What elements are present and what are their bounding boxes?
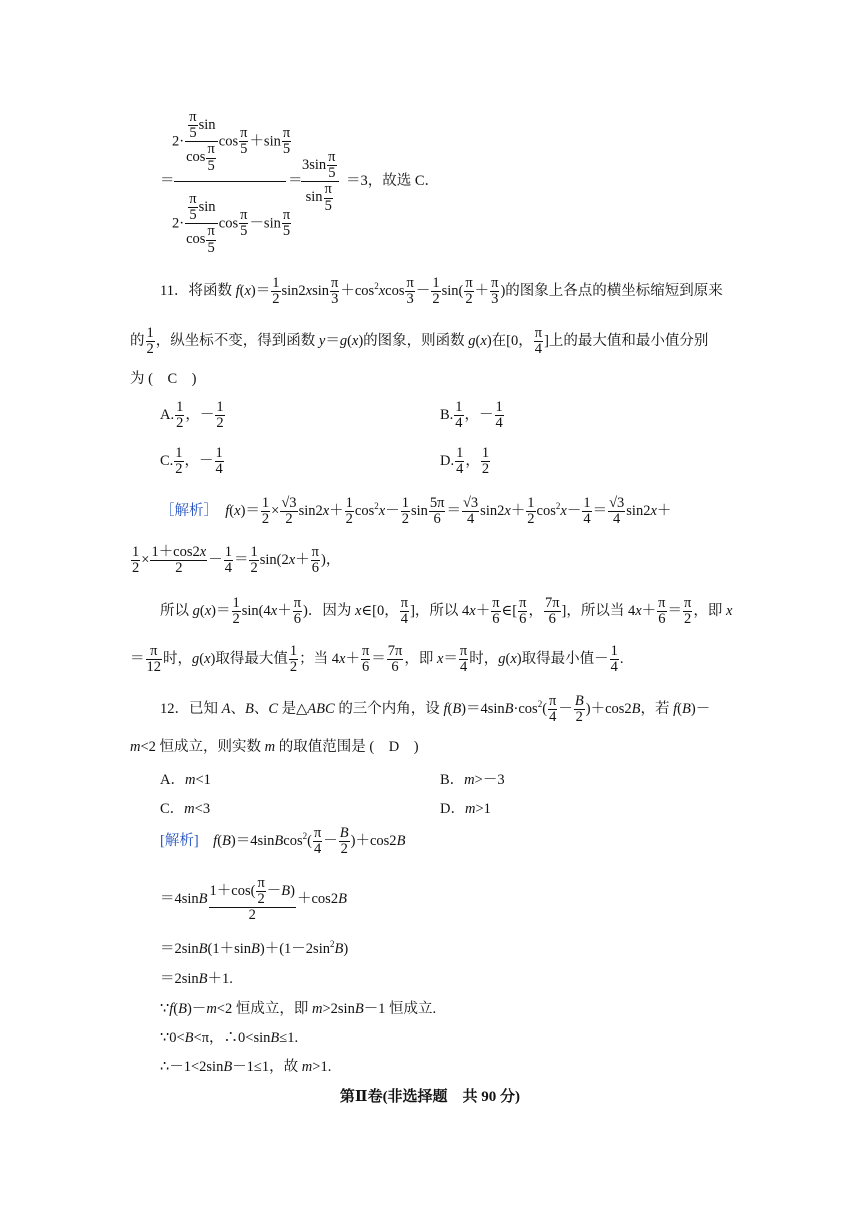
q12-analysis-step6: ∵0<B<π，∴0<sinB≤1.: [160, 1030, 299, 1046]
q11-analysis-label: ［解析］: [160, 503, 211, 520]
top-calc-main-bar: [174, 181, 286, 182]
q12-analysis-step3: $=2\sin B(1+\sin B)+(1-2\sin^2B)$: [160, 939, 349, 957]
q12-analysis-step7: ∴－1<2sinB－1≤1，故 m>1.: [160, 1059, 332, 1075]
q12-option-b: B．m>－3: [440, 772, 505, 788]
q12-option-c: C．m<3: [160, 801, 211, 817]
top-calc-result-fraction: 3sin $\frac{\pi}{5}$ sin $\frac{\pi}{5}$: [300, 150, 340, 214]
q11-analysis-line4: ＝ $\frac{\pi}{12}$ 时，g(x)取得最大值 $\frac{1}{2}$ ；当 4x＋ $\frac{\pi}{6}$ ＝ $\frac{7\pi}{6}$ ，即 x＝ $\frac{\pi}{4}$ 时，g(x)取得最小值－ $\frac{1}{4}$ .: [130, 643, 624, 676]
top-calc-denominator: 2· $\frac{\pi}{5}$ sin cos $\frac{\pi}{5}$ cos $\frac{\pi}{5}$ －sin $\frac{\pi}{5}$: [172, 191, 291, 256]
q12-analysis-step5: ∵f(B)－m<2 恒成立，即 m>2sinB－1 恒成立.: [160, 1001, 437, 1017]
top-calc-equals-2: ＝: [288, 173, 303, 189]
q11-option-b: B. $\frac{1}{4}$ ，－ $\frac{1}{4}$: [440, 399, 503, 432]
q11-analysis-line2: $\frac{1}{2}$ × $\frac{1+\cos 2x}{2}$ － $\frac{1}{4}$ ＝ $\frac{1}{2}$ sin(2x＋ $\frac{\pi}{6}$ )，: [132, 544, 341, 577]
q11-stem-line1: 11．将函数 f(x)＝ $\frac{1}{2}$ sin2xsin $\frac{\pi}{3}$ $+\cos^2xcos$ $\frac{\pi}{3}$ － $\frac{1}{2}$ sin( $\frac{\pi}{2}$ ＋ $\frac{\pi}{3}$ )的图象上各点的横坐标缩短到原来: [160, 275, 723, 308]
top-calc-numerator: 2· $\frac{\pi}{5}$ sin cos $\frac{\pi}{5}$ cos $\frac{\pi}{5}$ ＋sin $\frac{\pi}{5}$: [172, 109, 291, 174]
q11-stem-line3: 为 ( C ): [130, 371, 197, 387]
q12-stem-line1: 12．已知 A、B、C 是△ABC 的三个内角，设 $f(B)=4\sin B\cdot\cos^2$( $\frac{\pi}{4}$ － $\frac{B}{2}$ )＋cos2B，若 f(B)－: [160, 693, 711, 726]
top-calc-conclusion: ＝3，故选 C．: [346, 173, 440, 189]
q11-option-c: C. $\frac{1}{2}$ ，－ $\frac{1}{4}$: [160, 445, 223, 478]
q11-answer: C: [167, 371, 178, 387]
q11-option-a: A. $\frac{1}{2}$ ，－ $\frac{1}{2}$: [160, 399, 224, 432]
q11-analysis-line1: ［解析］ f(x)＝ $\frac{1}{2}$ × $\frac{√3}{2}$ sin2x＋ $\frac{1}{2}$ $\cos^2x-$ $\frac{1}{2}$ sin $\frac{5\pi}{6}$ ＝ $\frac{√3}{4}$ sin2x＋ $\frac{1}{2}$ $\cos^2x-$ $\frac{1}{4}$ ＝ $\frac{√3}{4}$ sin2x＋: [160, 495, 672, 528]
q12-analysis-step1: [解析] f(B)＝4sinBcos$^2$( $\frac{\pi}{4}$ － $\frac{B}{2}$ )＋cos2B: [160, 825, 406, 858]
q12-analysis-label: [解析]: [160, 833, 199, 850]
q11-stem-line2: 的 $\frac{1}{2}$ ，纵坐标不变，得到函数 y＝g(x)的图象，则函数 g(x)在[0， $\frac{\pi}{4}$ ]上的最大值和最小值分别: [130, 325, 709, 358]
q12-analysis-step2: ＝4sinB 1＋cos( $\frac{\pi}{2}$ －B) 2 ＋cos2B: [160, 875, 347, 924]
q12-analysis-step4: ＝2sinB＋1.: [160, 971, 233, 987]
q11-option-d: D. $\frac{1}{4}$ ， $\frac{1}{2}$: [440, 445, 490, 478]
section-footer: 第Ⅱ卷(非选择题 共 90 分): [339, 1089, 521, 1105]
q12-option-d: D．m>1: [440, 801, 491, 817]
top-calc-equals: ＝: [160, 173, 175, 189]
top-calc: [160, 108, 440, 263]
q12-answer: D: [388, 739, 400, 755]
q12-option-a: A．m<1: [160, 772, 211, 788]
q12-stem-line2: m<2 恒成立，则实数 m 的取值范围是 ( D ): [130, 739, 419, 755]
q11-analysis-line3: 所以 g(x)＝ $\frac{1}{2}$ sin(4x＋ $\frac{\pi}{6}$ )．因为 x∈[0， $\frac{\pi}{4}$ ]，所以 4x＋ $\frac{\pi}{6}$ ∈[ $\frac{\pi}{6}$ ， $\frac{7\pi}{6}$ ]，所以当 4x＋ $\frac{\pi}{6}$ ＝ $\frac{\pi}{2}$ ，即 x: [160, 595, 733, 628]
